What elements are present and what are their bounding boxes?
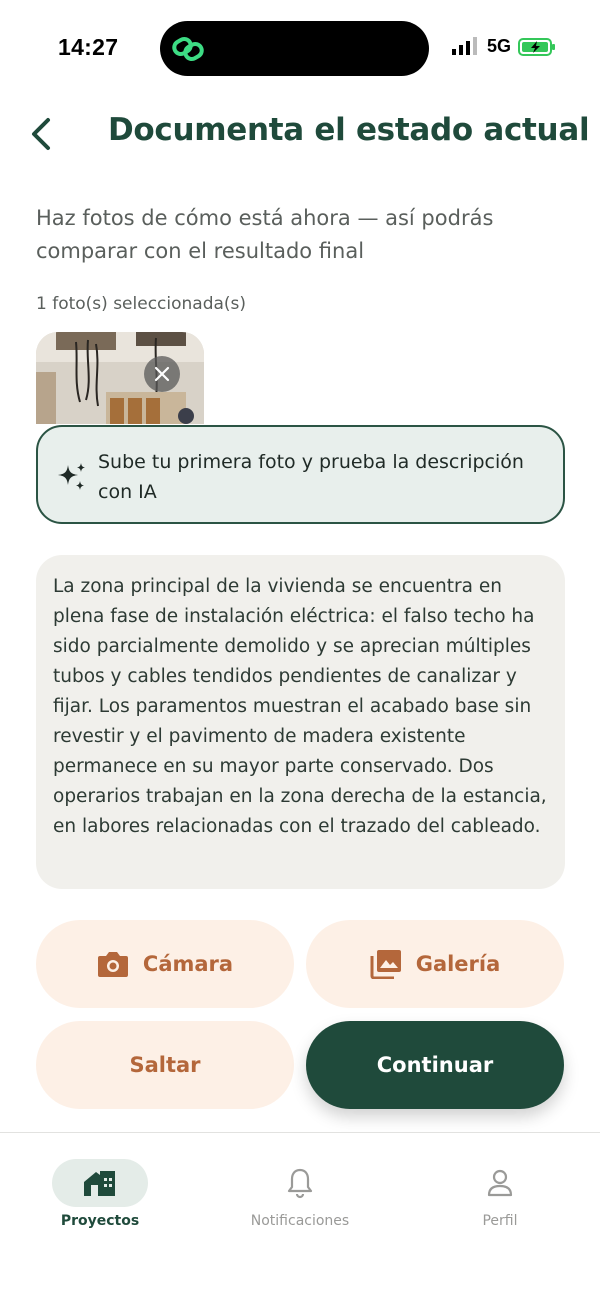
home-icon bbox=[82, 1168, 118, 1198]
signal-icon bbox=[452, 37, 480, 57]
description-text: La zona principal de la vivienda se encuentra en plena fase de instalación eléctrica: el falso techo ha sido parcialmente demolido y se aprecian múltiples tubos y cables tendidos pendientes de canalizar y fijar. Los paramentos muestran el acabado base sin revestir y el pavimento de madera existente permanece en su mayor parte conservado. Dos operarios trabajan en la zona derecha de la estancia, en labores relacionadas con el trazado del cableado. bbox=[53, 576, 547, 837]
gallery-button-label: Galería bbox=[415, 952, 501, 976]
nav-pill-active bbox=[52, 1159, 148, 1207]
nav-label-proyectos: Proyectos bbox=[60, 1213, 140, 1229]
sparkles-icon bbox=[56, 461, 88, 493]
status-time: 14:27 bbox=[58, 34, 119, 60]
skip-button-label: Saltar bbox=[129, 1053, 201, 1077]
link-icon bbox=[170, 31, 206, 67]
nav-label-perfil: Perfil bbox=[482, 1213, 518, 1229]
user-icon bbox=[486, 1168, 514, 1198]
gallery-icon bbox=[370, 949, 402, 979]
network-type: 5G bbox=[486, 36, 511, 56]
nav-pill bbox=[452, 1159, 548, 1207]
gallery-button[interactable] bbox=[306, 920, 564, 1008]
status-indicators bbox=[452, 36, 556, 57]
page-subtitle: Haz fotos de cómo está ahora — así podrás comparar con el resultado final bbox=[36, 206, 494, 263]
close-icon bbox=[154, 366, 170, 382]
continue-button[interactable] bbox=[306, 1021, 564, 1109]
nav-item-notificaciones[interactable] bbox=[200, 1159, 400, 1229]
nav-label-notificaciones: Notificaciones bbox=[250, 1213, 350, 1229]
remove-photo-button[interactable] bbox=[144, 356, 180, 392]
nav-item-proyectos[interactable] bbox=[0, 1159, 200, 1229]
selection-count: 1 foto(s) seleccionada(s) bbox=[36, 294, 247, 314]
bell-icon bbox=[286, 1167, 314, 1199]
camera-icon bbox=[97, 950, 129, 978]
dynamic-island bbox=[160, 21, 429, 76]
chevron-left-icon[interactable] bbox=[26, 112, 58, 156]
skip-button[interactable] bbox=[36, 1021, 294, 1109]
status-bar bbox=[0, 0, 600, 96]
continue-button-label: Continuar bbox=[376, 1053, 494, 1077]
camera-button[interactable] bbox=[36, 920, 294, 1008]
nav-pill bbox=[252, 1159, 348, 1207]
ai-description-banner[interactable] bbox=[36, 425, 565, 524]
camera-button-label: Cámara bbox=[142, 952, 234, 976]
page-title: Documenta el estado actual bbox=[108, 112, 590, 148]
battery-icon bbox=[518, 37, 556, 57]
description-card bbox=[36, 555, 565, 889]
nav-item-perfil[interactable] bbox=[400, 1159, 600, 1229]
ai-banner-text: Sube tu primera foto y prueba la descripción con IA bbox=[98, 451, 524, 503]
bottom-navigation bbox=[0, 1132, 600, 1306]
